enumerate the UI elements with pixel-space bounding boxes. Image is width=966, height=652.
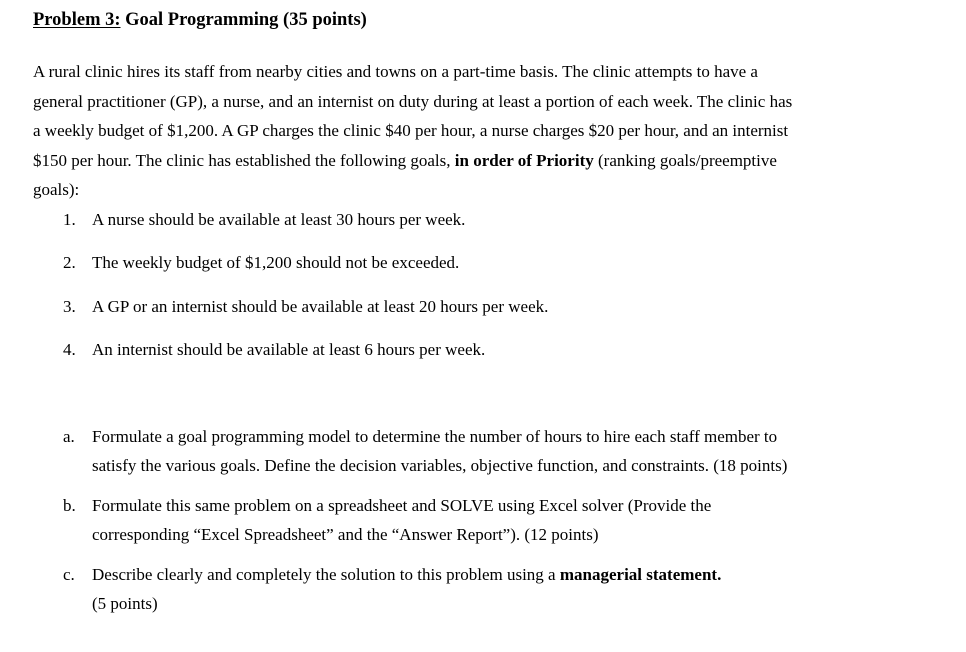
intro-line-2: general practitioner (GP), a nurse, and an internist on duty during at least a portion of each week. The clinic has: [33, 91, 793, 111]
task-text: [92, 560, 721, 619]
goal-item: [63, 205, 946, 235]
intro-paragraph: [33, 57, 946, 205]
task-item-c: [63, 560, 946, 619]
problem-title-text: Goal Programming (35 points): [120, 10, 367, 30]
intro-line-4-after: (ranking goals/preemptive: [593, 150, 777, 170]
problem-number-label: Problem 3:: [33, 10, 121, 30]
intro-line-4-before: $150 per hour. The clinic has established the following goals,: [33, 150, 455, 170]
goal-text: The weekly budget of $1,200 should not be exceeded.: [92, 253, 460, 272]
goal-item: [63, 248, 946, 278]
goal-text: A GP or an internist should be available at least 20 hours per week.: [92, 296, 549, 316]
priority-emphasis: in order of Priority: [454, 150, 594, 170]
goal-text: A nurse should be available at least 30 hours per week.: [92, 209, 466, 229]
intro-line-3: a weekly budget of $1,200. A GP charges the clinic $40 per hour, a nurse charges $20 per hour, and an internist: [33, 121, 789, 140]
goal-item: [63, 292, 946, 322]
task-a-line-1: Formulate a goal programming model to determine the number of hours to hire each staff member to: [92, 426, 778, 446]
task-c-line-1-text: Describe clearly and completely the solution to this problem using a: [92, 564, 560, 584]
task-item-b: [63, 491, 946, 550]
task-letter: c.: [63, 564, 75, 584]
goal-item: [63, 335, 946, 365]
task-item-a: [63, 422, 946, 481]
task-letter: a.: [63, 426, 75, 446]
question-parts-list: [33, 422, 946, 619]
problem-title: [33, 8, 946, 32]
goal-text: An internist should be available at least 6 hours per week.: [92, 340, 486, 359]
managerial-statement-emphasis: managerial statement.: [559, 564, 722, 584]
task-letter: b.: [63, 495, 76, 515]
goal-number: 2.: [63, 253, 76, 272]
goal-number: 4.: [63, 340, 76, 359]
task-text: [92, 491, 711, 550]
priority-goals-list: [33, 205, 946, 365]
task-a-line-2: satisfy the various goals. Define the decision variables, objective function, and constraints. (18 points): [92, 456, 788, 475]
task-b-line-1: Formulate this same problem on a spreadsheet and SOLVE using Excel solver (Provide the: [92, 495, 712, 515]
task-text: [92, 422, 787, 481]
task-c-line-2: (5 points): [92, 594, 158, 613]
task-c-line-1: [92, 560, 721, 590]
goal-number: 3.: [63, 296, 76, 316]
task-b-line-2: corresponding “Excel Spreadsheet” and the “Answer Report”). (12 points): [92, 525, 599, 544]
goal-number: 1.: [63, 209, 76, 229]
intro-line-1: A rural clinic hires its staff from nearby cities and towns on a part-time basis. The clinic attempts to have a: [33, 62, 758, 81]
intro-line-4: [33, 146, 946, 176]
intro-line-5: goals):: [33, 180, 80, 199]
